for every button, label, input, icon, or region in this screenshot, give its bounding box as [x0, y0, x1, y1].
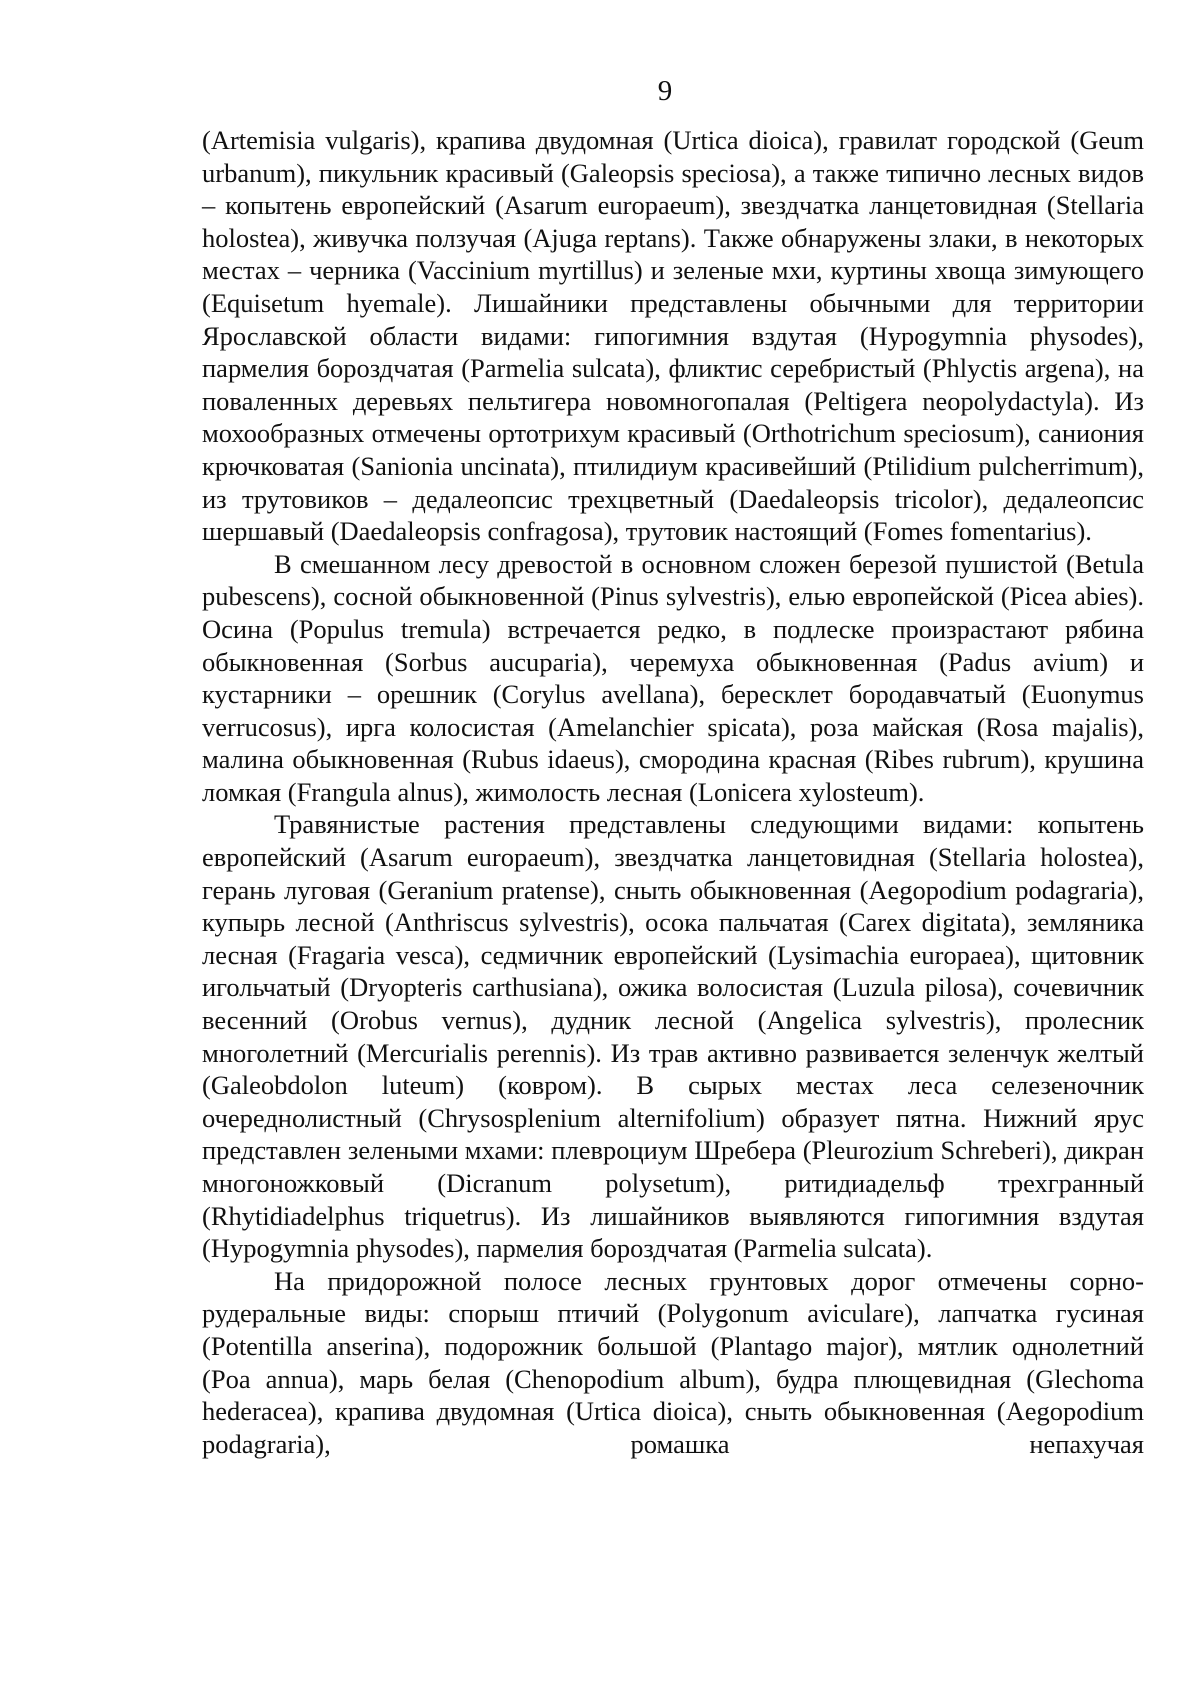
- paragraph-1: (Artemisia vulgaris), крапива двудомная (Urtica dioica), гравилат городской (Geum urbanum), пикульник красивый (Galeopsis speciosa), а также типично лесных видов – копытень европейский (Asarum europaeum), звездчатка ланцетовидная (Stellaria holostea), живучка ползучая (Ajuga reptans). Также обнаружены злаки, в некоторых местах – черника (Vaccinium myrtillus) и зеленые мхи, куртины хвоща зимующего (Equisetum hyemale). Лишайники представлены обычными для территории Ярославской области видами: гипогимния вздутая (Hypogymnia physodes), пармелия бороздчатая (Parmelia sulcata), фликтис серебристый (Phlyctis argena), на поваленных деревьях пельтигера новомногопалая (Peltigera neopolydactyla). Из мохообразных отмечены ортотрихум красивый (Orthotrichum speciosum), саниония крючковатая (Sanionia uncinata), птилидиум красивейший (Ptilidium pulcherrimum), из трутовиков – дедалеопсис трехцветный (Daedaleopsis tricolor), дедалеопсис шершавый (Daedaleopsis confragosa), трутовик настоящий (Fomes fomentarius).: [202, 125, 1144, 547]
- paragraph-3: Травянистые растения представлены следующими видами: копытень европейский (Asarum europaeum), звездчатка ланцетовидная (Stellaria holostea), герань луговая (Geranium pratense), сныть обыкновенная (Aegopodium podagraria), купырь лесной (Anthriscus sylvestris), осока пальчатая (Carex digitata), земляника лесная (Fragaria vesca), седмичник европейский (Lysimachia europaea), щитовник игольчатый (Dryopteris carthusiana), ожика волосистая (Luzula pilosa), сочевичник весенний (Orobus vernus), дудник лесной (Angelica sylvestris), пролесник многолетний (Mercurialis perennis). Из трав активно развивается зеленчук желтый (Galeobdolon luteum) (ковром). В сырых местах леса селезеночник очереднолистный (Chrysosplenium alternifolium) образует пятна. Нижний ярус представлен зелеными мхами: плевроциум Шребера (Pleurozium Schreberi), дикран многоножковый (Dicranum polysetum), ритидиадельф трехгранный (Rhytidiadelphus triquetrus). Из лишайников выявляются гипогимния вздутая (Hypogymnia physodes), пармелия бороздчатая (Parmelia sulcata).: [202, 809, 1144, 1264]
- paragraph-4: На придорожной полосе лесных грунтовых дорог отмечены сорно-рудеральные виды: спорыш птичий (Polygonum aviculare), лапчатка гусиная (Potentilla anserina), подорожник большой (Plantago major), мятлик однолетний (Poa annua), марь белая (Chenopodium album), будра плющевидная (Glechoma hederacea), крапива двудомная (Urtica dioica), сныть обыкновенная (Aegopodium podagraria), ромашка непахучая: [202, 1265, 1144, 1459]
- paragraph-2: В смешанном лесу древостой в основном сложен березой пушистой (Betula pubescens), сосной обыкновенной (Pinus sylvestris), елью европейской (Picea abies). Осина (Populus tremula) встречается редко, в подлеске произрастают рябина обыкновенная (Sorbus aucuparia), черемуха обыкновенная (Padus avium) и кустарники – орешник (Corylus avellana), бересклет бородавчатый (Euonymus verrucosus), ирга колосистая (Amelanchier spicata), роза майская (Rosa majalis), малина обыкновенная (Rubus idaeus), смородина красная (Ribes rubrum), крушина ломкая (Frangula alnus), жимолость лесная (Lonicera xylosteum).: [202, 548, 1144, 807]
- page-number: 9: [657, 75, 673, 107]
- body-text: [202, 124, 1144, 1460]
